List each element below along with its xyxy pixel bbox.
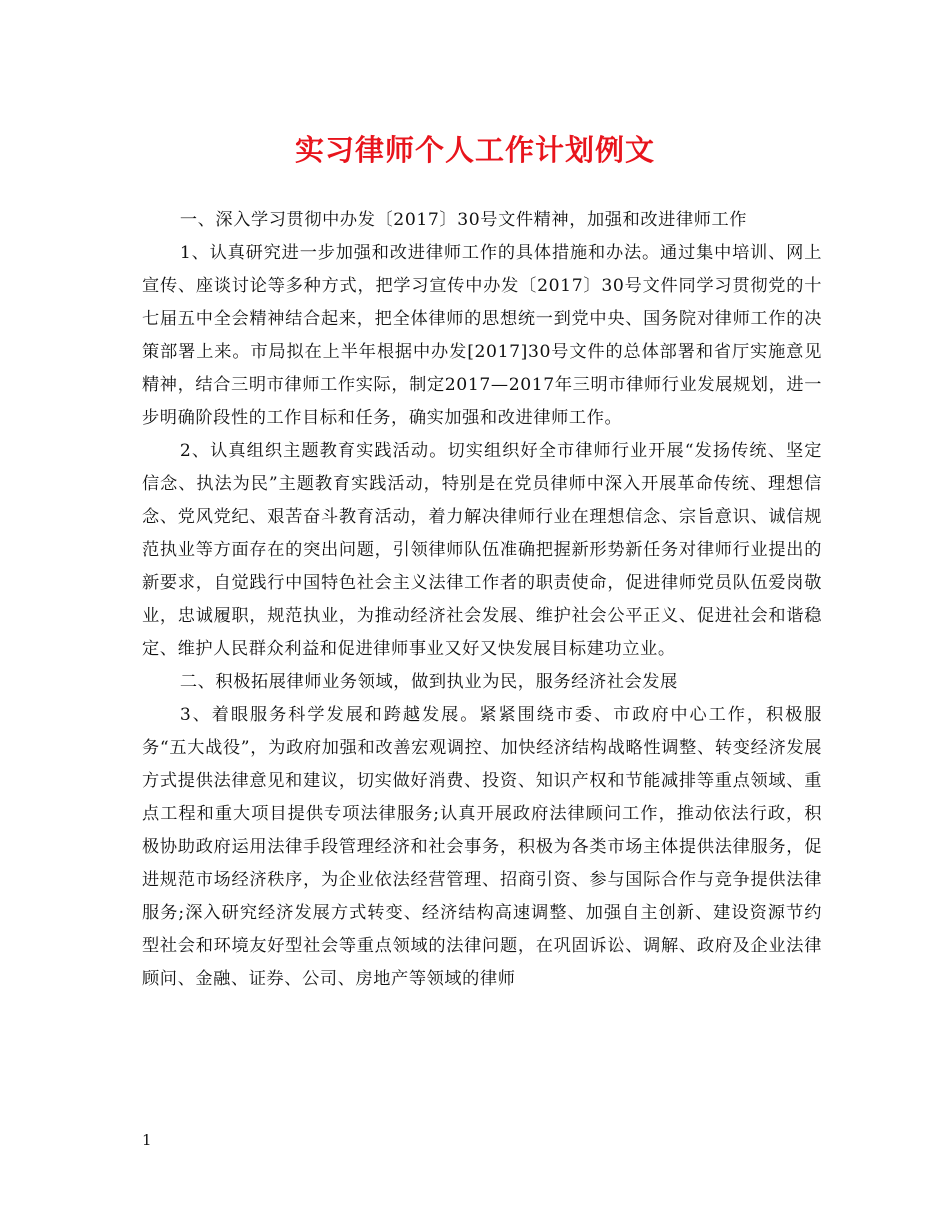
section-heading-2: 二、积极拓展律师业务领域，做到执业为民，服务经济社会发展 [179, 672, 678, 692]
document-body [142, 204, 822, 996]
document-title: 实习律师个人工作计划例文 [294, 133, 655, 167]
paragraph-item-2: 2、认真组织主题教育实践活动。切实组织好全市律师行业开展“发扬传统、坚定信念、执法为民”主题教育实践活动，特别是在党员律师中深入开展革命传统、理想信念、党风党纪、艰苦奋斗教育活动，着力解决律师行业在理想信念、宗旨意识、诚信规范执业等方面存在的突出问题，引领律师队伍准确把握新形势新任务对律师行业提出的新要求，自觉践行中国特色社会主义法律工作者的职责使命，促进律师党员队伍爱岗敬业，忠诚履职，规范执业，为推动经济社会发展、维护社会公平正义、促进社会和谐稳定、维护人民群众利益和促进律师事业又好又快发展目标建功立业。 [142, 441, 822, 659]
paragraph-item-3: 3、着眼服务科学发展和跨越发展。紧紧围绕市委、市政府中心工作，积极服务“五大战役”，为政府加强和改善宏观调控、加快经济结构战略性调整、转变经济发展方式提供法律意见和建议，切实做好消费、投资、知识产权和节能减排等重点领域、重点工程和重大项目提供专项法律服务;认真开展政府法律顾问工作，推动依法行政，积极协助政府运用法律手段管理经济和社会事务，积极为各类市场主体提供法律服务，促进规范市场经济秩序，为企业依法经营管理、招商引资、参与国际合作与竞争提供法律服务;深入研究经济发展方式转变、经济结构高速调整、加强自主创新、建设资源节约型社会和环境友好型社会等重点领域的法律问题，在巩固诉讼、调解、政府及企业法律顾问、金融、证券、公司、房地产等领域的律师 [142, 705, 822, 989]
paragraph-item-1: 1、认真研究进一步加强和改进律师工作的具体措施和办法。通过集中培训、网上宣传、座谈讨论等多种方式，把学习宣传中办发〔2017〕30号文件同学习贯彻党的十七届五中全会精神结合起来，把全体律师的思想统一到党中央、国务院对律师工作的决策部署上来。市局拟在上半年根据中办发[2017]30号文件的总体部署和省厅实施意见精神，结合三明市律师工作实际，制定2017—2017年三明市律师行业发展规划，进一步明确阶段性的工作目标和任务，确实加强和改进律师工作。 [142, 243, 822, 428]
section-heading-1: 一、深入学习贯彻中办发〔2017〕30号文件精神，加强和改进律师工作 [179, 210, 748, 230]
page-number: 1 [142, 1131, 152, 1149]
